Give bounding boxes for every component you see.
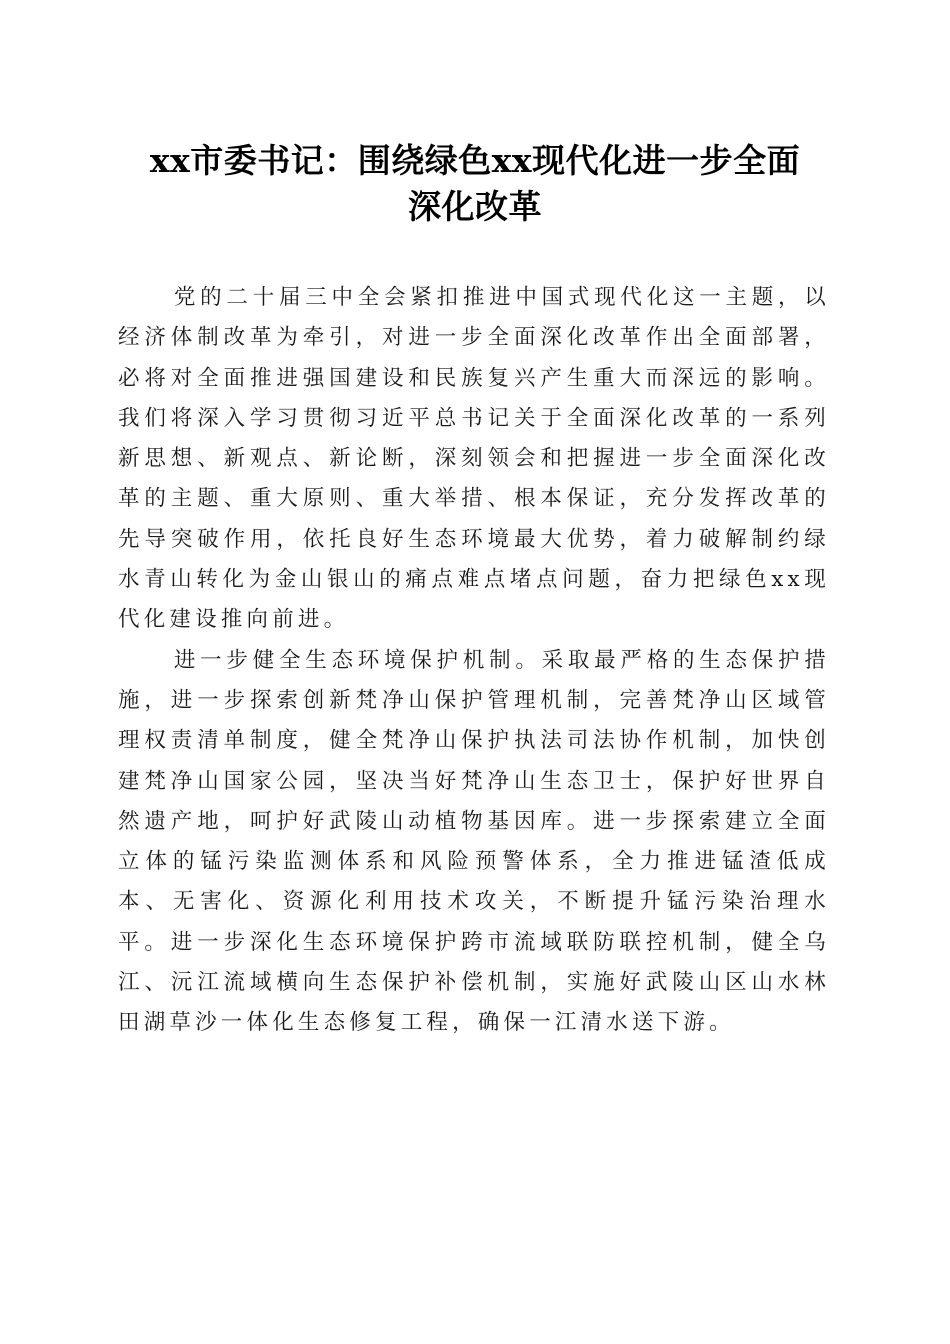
title-line-1: xx市委书记：围绕绿色xx现代化进一步全面 <box>149 141 801 180</box>
title-line-2: 深化改革 <box>408 187 542 226</box>
paragraph-1: 党的二十届三中全会紧扣推进中国式现代化这一主题，以经济体制改革为牵引，对进一步全面深化改革作出全面部署，必将对全面推进强国建设和民族复兴产生重大而深远的影响。我们将深入学习贯彻习近平总书记关于全面深化改革的一系列新思想、新观点、新论断，深刻领会和把握进一步全面深化改革的主题、重大原则、重大举措、根本保证，充分发挥改革的先导突破作用，依托良好生态环境最大优势，着力破解制约绿水青山转化为金山银山的痛点难点堵点问题，奋力把绿色xx现代化建设推向前进。 <box>118 285 830 633</box>
document-body <box>118 278 830 1044</box>
document-title <box>100 138 850 230</box>
paragraph-2: 进一步健全生态环境保护机制。采取最严格的生态保护措施，进一步探索创新梵净山保护管理机制，完善梵净山区域管理权责清单制度，健全梵净山保护执法司法协作机制，加快创建梵净山国家公园，坚决当好梵净山生态卫士，保护好世界自然遗产地，呵护好武陵山动植物基因库。进一步探索建立全面立体的锰污染监测体系和风险预警体系，全力推进锰渣低成本、无害化、资源化利用技术攻关，不断提升锰污染治理水平。进一步深化生态环境保护跨市流域联防联控机制，健全乌江、沅江流域横向生态保护补偿机制，实施好武陵山区山水林田湖草沙一体化生态修复工程，确保一江清水送下游。 <box>118 647 830 1036</box>
